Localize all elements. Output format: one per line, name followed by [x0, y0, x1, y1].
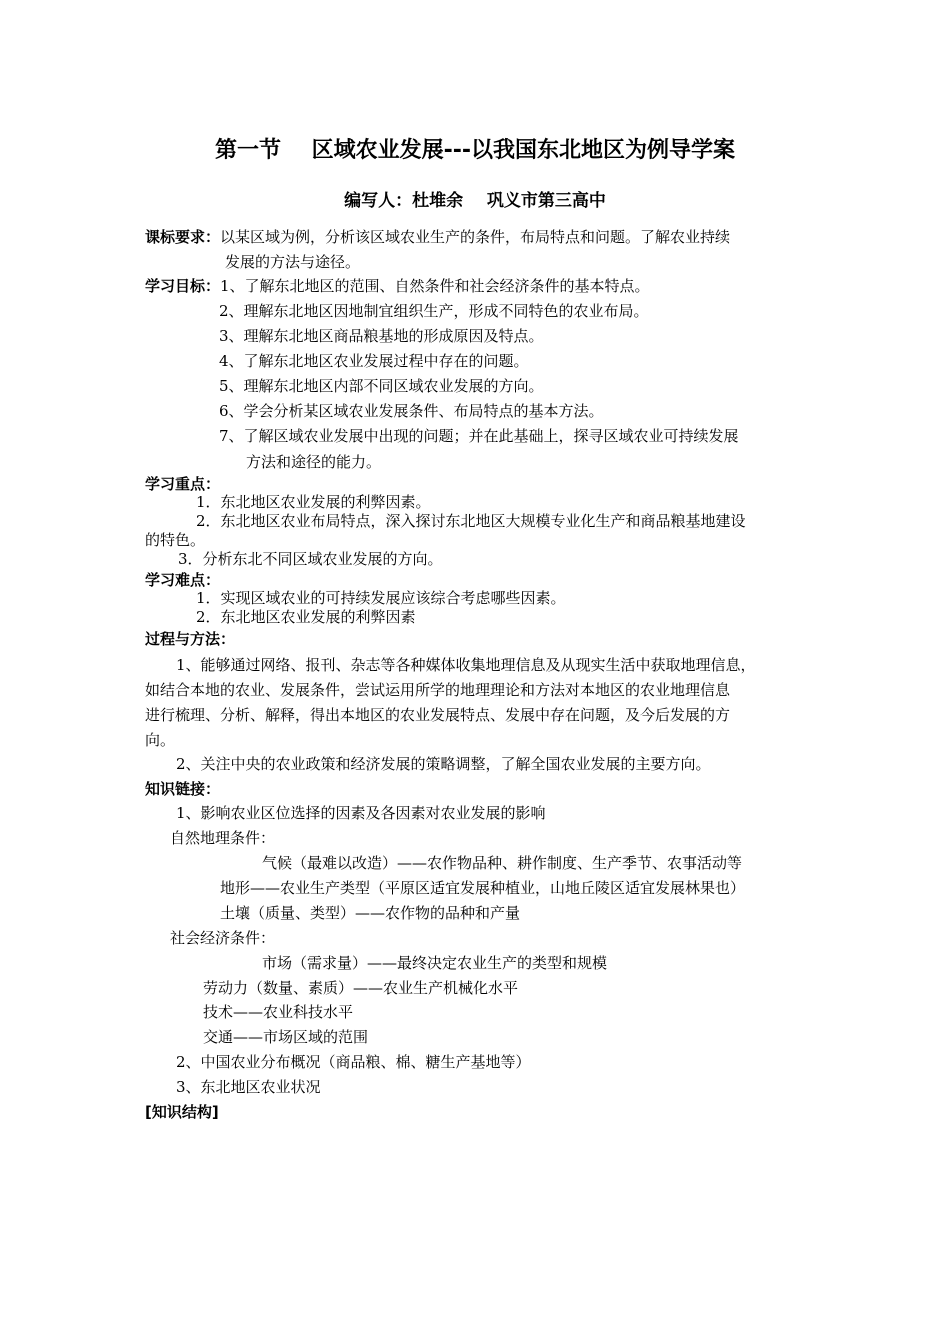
page-title: 第一节 区域农业发展---以我国东北地区为例导学案: [214, 138, 736, 163]
knowledge-item: 市场（需求量）——最终决定农业生产的类型和规模: [262, 954, 608, 972]
key-point-item: 3．分析东北不同区域农业发展的方向。: [178, 550, 443, 568]
process-item: 2、关注中央的农业政策和经济发展的策略调整，了解全国农业发展的主要方向。: [176, 755, 711, 773]
knowledge-item: 3、东北地区农业状况: [176, 1078, 321, 1096]
key-points-label: 学习重点：: [145, 475, 221, 493]
knowledge-item: 1、影响农业区位选择的因素及各因素对农业发展的影响: [176, 804, 546, 822]
knowledge-item: 劳动力（数量、素质）——农业生产机械化水平: [203, 979, 519, 997]
objective-item: 7、了解区域农业发展中出现的问题；并在此基础上，探寻区域农业可持续发展: [219, 427, 739, 445]
objective-item: 5、理解东北地区内部不同区域农业发展的方向。: [219, 377, 544, 395]
knowledge-item: 气候（最难以改造）——农作物品种、耕作制度、生产季节、农事活动等: [262, 854, 743, 872]
knowledge-item: 2、中国农业分布概况（商品粮、棉、糖生产基地等）: [176, 1053, 531, 1071]
process-item: 进行梳理、分析、解释，得出本地区的农业发展特点、发展中存在问题，及今后发展的方: [145, 706, 731, 724]
objectives-label: 学习目标：: [145, 277, 221, 295]
difficulty-item: 2．东北地区农业发展的利弊因素: [196, 608, 416, 626]
knowledge-item: 社会经济条件：: [170, 929, 276, 947]
knowledge-item: 地形——农业生产类型（平原区适宜发展种植业，山地丘陵区适宜发展林果也）: [220, 879, 746, 897]
objective-item: 4、了解东北地区农业发展过程中存在的问题。: [219, 352, 529, 370]
curriculum-line-1: [145, 226, 730, 248]
curriculum-text-1: 以某区域为例，分析该区域农业生产的条件，布局特点和问题。了解农业持续: [220, 228, 731, 246]
objective-item: 2、理解东北地区因地制宜组织生产，形成不同特色的农业布局。: [219, 302, 649, 320]
curriculum-label: 课标要求：: [145, 228, 221, 246]
objective-item: 1、了解东北地区的范围、自然条件和社会经济条件的基本特点。: [220, 277, 650, 295]
process-item: 向。: [145, 731, 176, 749]
objective-item: 6、学会分析某区域农业发展条件、布局特点的基本方法。: [219, 402, 604, 420]
curriculum-text-2: 发展的方法与途径。: [225, 253, 361, 271]
key-point-item: 2．东北地区农业布局特点，深入探讨东北地区大规模专业化生产和商品粮基地建设: [196, 512, 746, 530]
knowledge-label: 知识链接：: [145, 780, 221, 798]
process-item: 1、能够通过网络、报刊、杂志等各种媒体收集地理信息及从现实生活中获取地理信息，: [176, 656, 756, 674]
knowledge-item: 交通——市场区域的范围: [203, 1028, 369, 1046]
knowledge-item: 自然地理条件：: [170, 829, 276, 847]
process-label: 过程与方法：: [145, 630, 236, 648]
knowledge-item: 土壤（质量、类型）——农作物的品种和产量: [220, 904, 521, 922]
knowledge-item: 技术——农业科技水平: [203, 1003, 354, 1021]
difficulty-item: 1．实现区域农业的可持续发展应该综合考虑哪些因素。: [196, 589, 566, 607]
difficulties-label: 学习难点：: [145, 571, 221, 589]
author-line: 编写人：杜堆余 巩义市第三高中: [344, 191, 606, 211]
objectives-line-1: [145, 275, 650, 297]
objective-item: 3、理解东北地区商品粮基地的形成原因及特点。: [219, 327, 544, 345]
objective-item: 方法和途径的能力。: [246, 453, 382, 471]
key-point-item: 的特色。: [145, 531, 206, 549]
knowledge-structure-label: [知识结构]: [145, 1103, 219, 1121]
key-point-item: 1．东北地区农业发展的利弊因素。: [196, 493, 431, 511]
process-item: 如结合本地的农业、发展条件，尝试运用所学的地理理论和方法对本地区的农业地理信息: [145, 681, 731, 699]
